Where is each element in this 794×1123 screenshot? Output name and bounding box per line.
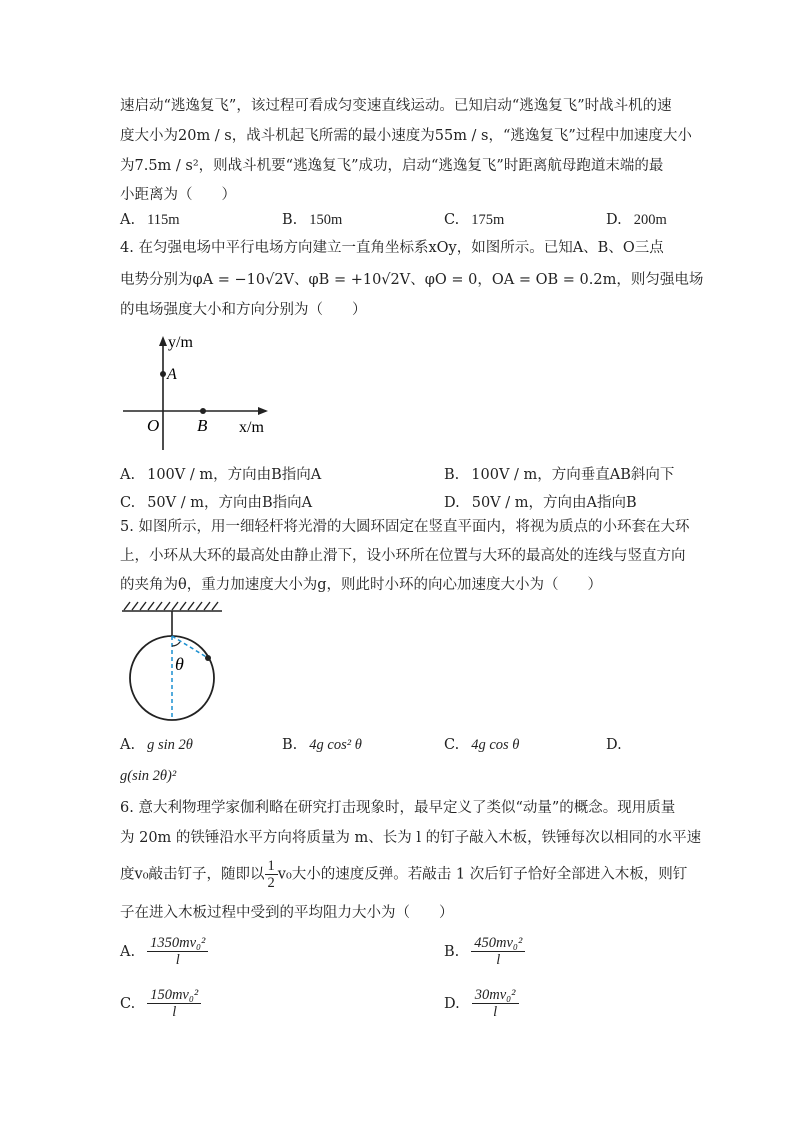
angle-arc: [172, 642, 180, 646]
q4-option-b[interactable]: B. 100V / m，方向垂直AB斜向下: [444, 467, 675, 483]
half-fraction: $\frac{1}{2}$: [265, 858, 278, 891]
point-a: [160, 371, 166, 377]
q5-option-c[interactable]: C. 4g cos θ: [444, 737, 520, 753]
q4-option-d[interactable]: D. 50V / m，方向由A指向B: [444, 495, 637, 511]
q5-option-d-text: g(sin 2θ)²: [120, 768, 177, 784]
q6-option-b[interactable]: B. $\frac{\text{450mv₀²}}{l}$: [444, 935, 525, 968]
q6-option-c[interactable]: C. $\frac{\text{150mv₀²}}{l}$: [120, 987, 201, 1020]
q6-option-d[interactable]: D. $\frac{\text{30mv₀²}}{l}$: [444, 987, 519, 1020]
q4-line-3: 的电场强度大小和方向分别为（ ）: [120, 302, 367, 318]
label-b: B: [197, 416, 208, 435]
x-arrow-icon: [258, 407, 268, 415]
label-a: A: [167, 366, 177, 383]
q4-coordinate-figure: [118, 328, 283, 458]
q3-line-4: 小距离为（ ）: [120, 187, 236, 203]
q5-line-1: 5. 如图所示，用一细轻杆将光滑的大圆环固定在竖直平面内，将视为质点的小环套在大环: [120, 519, 690, 535]
q3-option-d[interactable]: D. 200m: [606, 212, 667, 228]
x-axis-label: x/m: [239, 419, 264, 436]
y-axis-label: y/m: [168, 334, 193, 351]
q6-line-3: 度v₀敲击钉子，随即以 $\frac{1}{2}$ v₀大小的速度反弹。若敲击 1 次后钉子恰好全部进入木板，则钉: [120, 858, 688, 891]
q5-option-b[interactable]: B. 4g cos² θ: [282, 737, 362, 753]
q4-line-2: 电势分别为φA = −10√2V、φB = +10√2V、φO = 0，OA = OB = 0.2m，则匀强电场: [120, 272, 704, 288]
theta-label: θ: [175, 654, 184, 674]
q5-ring-figure: [118, 600, 228, 725]
q6-line-1: 6. 意大利物理学家伽利略在研究打击现象时，最早定义了类似“动量”的概念。现用质量: [120, 800, 676, 816]
y-arrow-icon: [159, 336, 167, 346]
q5-line-3: 的夹角为θ，重力加速度大小为g，则此时小环的向心加速度大小为（ ）: [120, 577, 603, 593]
q6-line-2: 为 20m 的铁锤沿水平方向将质量为 m、长为 l 的钉子敲入木板，铁锤每次以相同的水平速: [120, 830, 702, 846]
q3-line-2: 度大小为20m / s，战斗机起飞所需的最小速度为55m / s，“逃逸复飞”过程中加速度大小: [120, 128, 692, 144]
q3-option-a[interactable]: A. 115m: [120, 212, 180, 228]
q5-option-d[interactable]: D.: [606, 737, 622, 753]
q4-option-a[interactable]: A. 100V / m，方向由B指向A: [120, 467, 322, 483]
q3-line-3: 为7.5m / s²，则战斗机要“逃逸复飞”成功，启动“逃逸复飞”时距离航母跑道末端的最: [120, 158, 664, 174]
q6-line-4: 子在进入木板过程中受到的平均阻力大小为（ ）: [120, 905, 454, 921]
q5-option-a[interactable]: A. g sin 2θ: [120, 737, 193, 753]
q3-option-b[interactable]: B. 150m: [282, 212, 343, 228]
small-ring: [205, 655, 211, 661]
q3-line-1: 速启动“逃逸复飞”，该过程可看成匀变速直线运动。已知启动“逃逸复飞”时战斗机的速: [120, 98, 672, 114]
point-b: [200, 408, 206, 414]
q3-option-c[interactable]: C. 175m: [444, 212, 505, 228]
ceiling-hatch: [124, 602, 218, 610]
q6-option-a[interactable]: A. $\frac{\text{1350mv₀²}}{l}$: [120, 935, 208, 968]
q4-line-1: 4. 在匀强电场中平行电场方向建立一直角坐标系xOy，如图所示。已知A、B、O三点: [120, 240, 664, 256]
q4-option-c[interactable]: C. 50V / m，方向由B指向A: [120, 495, 313, 511]
label-origin: O: [147, 416, 160, 435]
q5-line-2: 上，小环从大环的最高处由静止滑下，设小环所在位置与大环的最高处的连线与竖直方向: [120, 548, 686, 564]
